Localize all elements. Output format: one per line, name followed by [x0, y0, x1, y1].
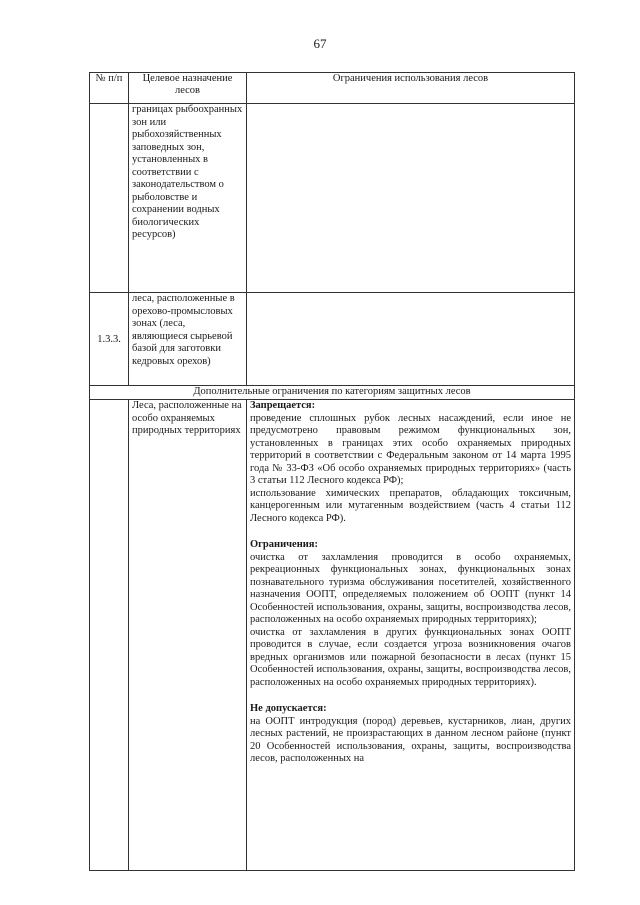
table-header-row	[90, 73, 575, 104]
section-title: Дополнительные ограничения по категориям защитных лесов	[90, 386, 575, 400]
page-number: 67	[313, 36, 327, 51]
not-allowed-title: Не допускается:	[250, 703, 327, 714]
section-row	[90, 386, 575, 400]
limits-item: очистка от захламления в других функциональных зонах ООПТ проводится в случае, если создается угроза возникновения очагов вредных организмов или пожарной безопасности в лесах (пункт 15 Особенностей использования, охраны, защиты, воспроизводства лесов, расположенных на особо охраняемых природных территориях).	[250, 626, 571, 688]
row-restrictions	[247, 400, 575, 871]
not-allowed-item: на ООПТ интродукция (пород) деревьев, кустарников, лиан, других лесных растений, не произрастающих в данном лесном районе (пункт 20 Особенностей использования, охраны, защиты, воспроизводства лесов, расположенных на	[250, 715, 571, 764]
header-restrictions: Ограничения использования лесов	[247, 73, 575, 104]
forbidden-title: Запрещается:	[250, 400, 316, 411]
row-purpose: леса, расположенные в орехово-промысловых зонах (леса, являющиеся сырьевой базой для заготовки кедровых орехов)	[129, 293, 247, 386]
row-purpose: границах рыбоохранных зон или рыбохозяйственных заповедных зон, установленных в соответствии с законодательством о рыболовстве и сохранении водных биологических ресурсов)	[129, 104, 247, 293]
row-number	[90, 400, 129, 871]
table-row	[90, 104, 575, 293]
row-purpose: Леса, расположенные на особо охраняемых природных территориях	[129, 400, 247, 871]
restrictions-table	[89, 72, 575, 871]
header-purpose: Целевое назначение лесов	[129, 73, 247, 104]
row-restrictions	[247, 104, 575, 293]
table-row	[90, 293, 575, 386]
forbidden-item: проведение сплошных рубок лесных насаждений, если иное не предусмотрено правовым режимом функциональных зон, установленных в границах этих особо охраняемых природных территорий в соответствии с Федеральным законом от 14 марта 1995 года № 33-ФЗ «Об особо охраняемых природных территориях» (часть 3 статьи 112 Лесного кодекса РФ);	[250, 412, 571, 486]
forbidden-item: использование химических препаратов, обладающих токсичным, канцерогенным или мутагенным воздействием (часть 4 статьи 112 Лесного кодекса РФ).	[250, 487, 571, 524]
row-number: 1.3.3.	[90, 293, 129, 386]
table-row	[90, 400, 575, 871]
limits-title: Ограничения:	[250, 539, 318, 550]
header-number: № п/п	[90, 73, 129, 104]
limits-item: очистка от захламления проводится в особо охраняемых, рекреационных функциональных зонах, функциональных зонах познавательного туризма обслуживания посетителей, хозяйственного назначения ООПТ, определяемых положением об ООПТ (пункт 14 Особенностей использования, охраны, защиты, воспроизводства лесов, расположенных на особо охраняемых природных территориях);	[250, 551, 571, 625]
row-number	[90, 104, 129, 293]
row-restrictions	[247, 293, 575, 386]
